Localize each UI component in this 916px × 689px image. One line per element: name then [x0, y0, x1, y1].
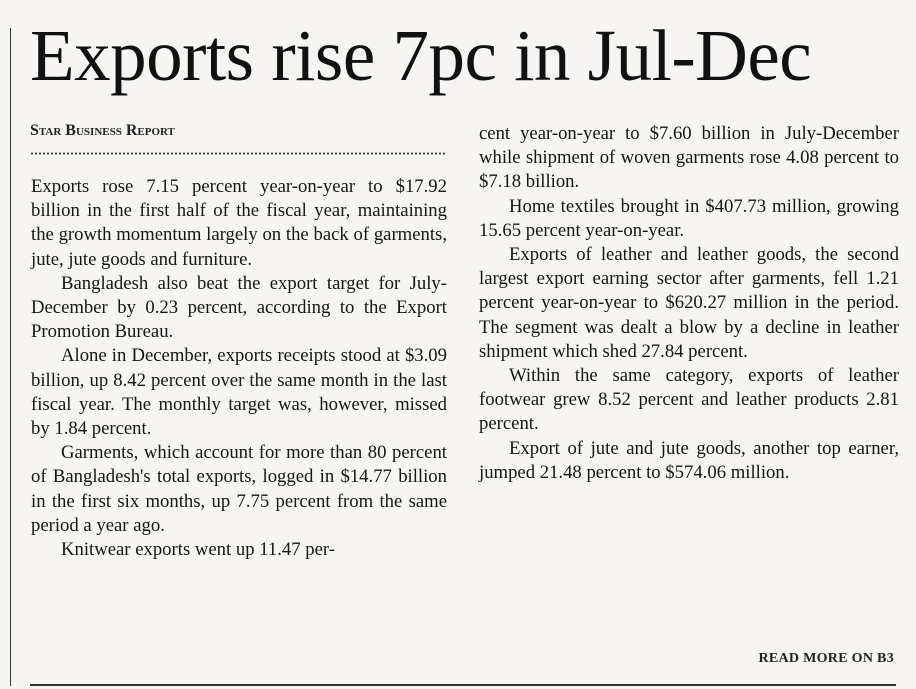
byline: Star Business Report	[30, 122, 175, 139]
article-column-2	[479, 122, 899, 485]
headline: Exports rise 7pc in Jul-Dec	[30, 15, 812, 96]
paragraph: Knitwear exports went up 11.47 per-	[61, 539, 335, 561]
paragraph: cent year-on-year to $7.60 billion in July-December while shipment of woven garments rose 4.08 percent to $7.18 billion.	[479, 123, 899, 193]
paragraph: Bangladesh also beat the export target for July-December by 0.23 percent, according to the Export Promotion Bureau.	[31, 272, 447, 343]
paragraph: Export of jute and jute goods, another top earner, jumped 21.48 percent to $574.06 million.	[479, 437, 899, 483]
bottom-rule	[30, 684, 896, 686]
read-more-link[interactable]: READ MORE ON B3	[758, 651, 894, 666]
left-column-rule	[10, 28, 11, 686]
paragraph: Alone in December, exports receipts stood at $3.09 billion, up 8.42 percent over the same month in the last fiscal year. The monthly target was, however, missed by 1.84 percent.	[31, 345, 447, 440]
paragraph: Exports rose 7.15 percent year-on-year to $17.92 billion in the first half of the fiscal year, maintaining the growth momentum largely on the back of garments, jute, jute goods and furniture.	[31, 176, 447, 270]
article-column-1	[31, 175, 447, 562]
dotted-divider	[30, 152, 447, 155]
paragraph: Within the same category, exports of leather footwear grew 8.52 percent and leather products 2.81 percent.	[479, 365, 899, 435]
paragraph: Garments, which account for more than 80 percent of Bangladesh's total exports, logged in $14.77 billion in the first six months, up 7.75 percent from the same period a year ago.	[31, 442, 447, 536]
paragraph: Exports of leather and leather goods, the second largest export earning sector after garments, fell 1.21 percent year-on-year to $620.27 million in the period. The segment was dealt a blow by a decline in leather shipment which shed 27.84 percent.	[479, 244, 899, 362]
paragraph: Home textiles brought in $407.73 million, growing 15.65 percent year-on-year.	[479, 195, 899, 241]
